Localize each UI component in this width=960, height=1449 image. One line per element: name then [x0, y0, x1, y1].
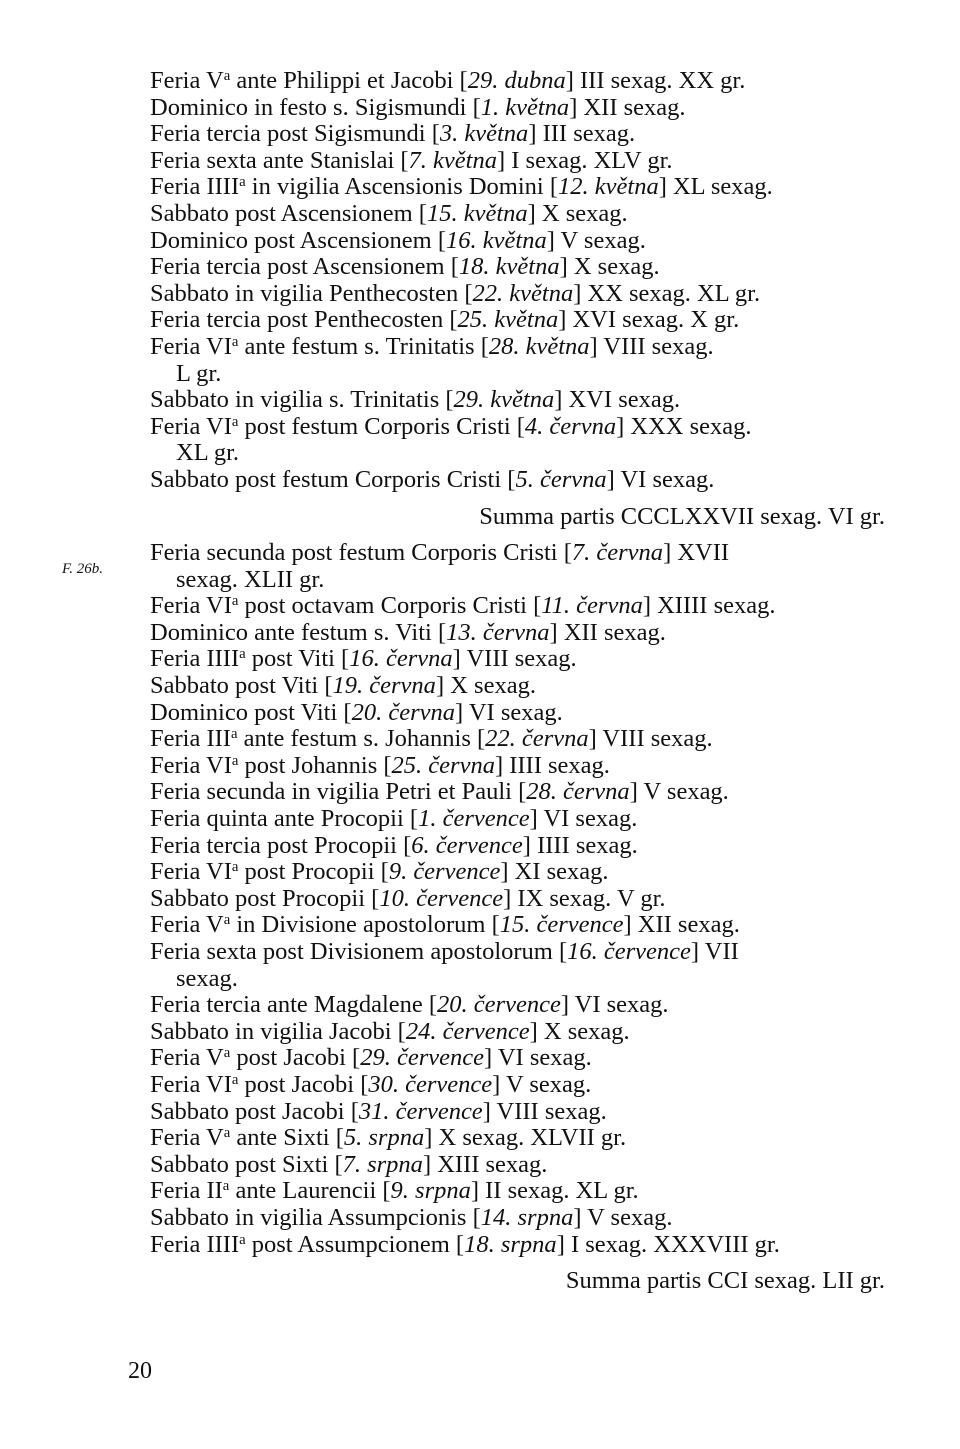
ledger-line: Sabbato post Ascensionem [15. května] X sexag.	[150, 199, 628, 227]
ledger-line: Feria $V^a$ ante Philippi et Jacobi [29. dubna] III sexag. XX gr.	[150, 67, 746, 94]
ledger-line: Feria tercia post Ascensionem [18. května] X sexag.	[150, 253, 660, 281]
ledger-line: Dominico post Viti [20. června] VI sexag.	[150, 698, 563, 726]
ledger-line: Sabbato post Jacobi [31. července] VIII sexag.	[150, 1097, 607, 1125]
ledger-line: Feria $V^a$ post Jacobi [29. července] VI sexag.	[150, 1044, 592, 1072]
ledger-line: Feria quinta ante Procopii [1. července] VI sexag.	[150, 805, 638, 833]
ledger-line: Feria IIII$^a$ post Viti [16. června] VIII sexag.	[150, 645, 577, 673]
ledger-line-continuation: sexag. XLII gr.	[176, 565, 325, 593]
ledger-line: Feria tercia ante Magdalene [20. července] VI sexag.	[150, 991, 669, 1019]
ledger-line: Feria $V^a$ ante Sixti [5. srpna] X sexag. XLVII gr.	[150, 1124, 627, 1152]
ledger-line: Dominico in festo s. Sigismundi [1. května] XII sexag.	[150, 93, 686, 121]
ledger-line: Feria sexta ante Stanislai [7. května] I sexag. XLV gr.	[150, 146, 673, 174]
ledger-line: Feria IIII$^a$ post Assumpcionem [18. srpna] I sexag. XXXVIII gr.	[150, 1230, 780, 1258]
ledger-line: Feria tercia post Procopii [6. července] IIII sexag.	[150, 831, 638, 859]
ledger-line: Sabbato in vigilia Penthecosten [22. května] XX sexag. XL gr.	[150, 279, 761, 307]
ledger-line: Feria $V^a$ in Divisione apostolorum [15. července] XII sexag.	[150, 911, 740, 939]
ledger-line-continuation: L gr.	[176, 359, 222, 387]
ledger-line: Sabbato post Procopii [10. července] IX sexag. V gr.	[150, 884, 666, 912]
ledger-line: Feria $II^a$ ante Laurencii [9. srpna] II sexag. XL gr.	[150, 1177, 639, 1205]
ledger-line-continuation: XL gr.	[176, 439, 240, 467]
summa-line: Summa partis CCI sexag. LII gr.	[565, 1267, 885, 1295]
ledger-line: Feria III$^a$ ante festum s. Johannis [22. června] VIII sexag.	[150, 725, 713, 753]
ledger-line: Feria $VI^a$ post Procopii [9. července] XI sexag.	[150, 858, 609, 886]
ledger-line: Feria sexta post Divisionem apostolorum [16. července] VII	[150, 938, 739, 965]
ledger-line: Dominico ante festum s. Viti [13. června] XII sexag.	[150, 618, 666, 646]
ledger-line: Feria $VI^a$ post octavam Corporis Cristi [11. června] XIIII sexag.	[150, 592, 776, 620]
summa-line: Summa partis CCCLXXVII sexag. VI gr.	[479, 502, 885, 530]
ledger-line-continuation: sexag.	[176, 964, 238, 992]
ledger-line: Feria $VI^a$ post Johannis [25. června] IIII sexag.	[150, 751, 610, 779]
ledger-line: Sabbato in vigilia Jacobi [24. července] X sexag.	[150, 1017, 630, 1045]
ledger-line: Sabbato post Viti [19. června] X sexag.	[150, 672, 536, 700]
ledger-line: Sabbato post Sixti [7. srpna] XIII sexag.	[150, 1150, 548, 1178]
ledger-line: Feria secunda post festum Corporis Cristi [7. června] XVII	[150, 539, 730, 567]
ledger-line: Dominico post Ascensionem [16. května] V sexag.	[150, 226, 646, 254]
ledger-line: Feria secunda in vigilia Petri et Pauli [28. června] V sexag.	[150, 778, 729, 806]
ledger-line: Sabbato in vigilia Assumpcionis [14. srpna] V sexag.	[150, 1203, 673, 1231]
ledger-line: Feria IIII$^a$ in vigilia Ascensionis Domini [12. května] XL sexag.	[150, 173, 773, 201]
folio-marker: F. 26b.	[62, 561, 103, 577]
ledger-line: Feria $VI^a$ post festum Corporis Cristi [4. června] XXX sexag.	[150, 412, 752, 440]
page-number: 20	[128, 1358, 152, 1384]
ledger-line: Feria $VI^a$ ante festum s. Trinitatis [28. května] VIII sexag.	[150, 332, 714, 360]
ledger-line: Feria tercia post Sigismundi [3. května] III sexag.	[150, 120, 636, 148]
ledger-line: Sabbato in vigilia s. Trinitatis [29. května] XVI sexag.	[150, 386, 681, 414]
ledger-line: Sabbato post festum Corporis Cristi [5. června] VI sexag.	[150, 465, 715, 493]
ledger-line: Feria $VI^a$ post Jacobi [30. července] V sexag.	[150, 1070, 592, 1098]
ledger-line: Feria tercia post Penthecosten [25. května] XVI sexag. X gr.	[150, 306, 740, 334]
ledger-entries	[150, 68, 885, 1305]
